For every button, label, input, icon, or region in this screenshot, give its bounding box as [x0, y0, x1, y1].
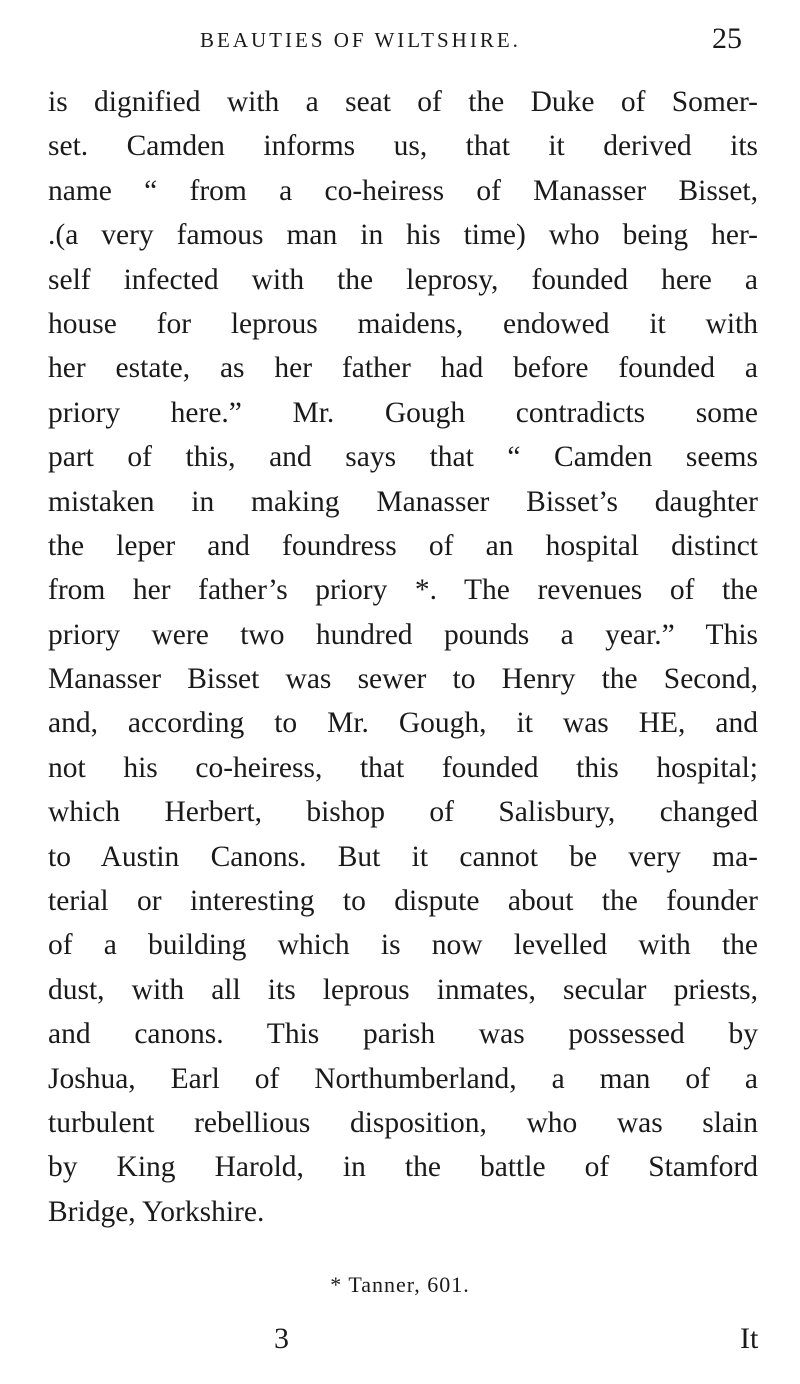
text-line: dust, with all its leprous inmates, secular priests,	[48, 973, 758, 1006]
text-line: not his co-heiress, that founded this hospital;	[48, 751, 758, 784]
text-line: is dignified with a seat of the Duke of Somer-	[48, 86, 758, 118]
text-line: to Austin Canons. But it cannot be very ma-	[48, 840, 758, 873]
signature-mark: 3	[274, 1322, 289, 1355]
text-line: part of this, and says that “ Camden seems	[48, 441, 758, 474]
text-line: and canons. This parish was possessed by	[48, 1018, 758, 1051]
running-title: BEAUTIES OF WILTSHIRE.	[200, 28, 521, 52]
text-line: mistaken in making Manasser Bisset’s daughter	[48, 485, 758, 518]
text-line: priory here.” Mr. Gough contradicts some	[48, 396, 758, 429]
catchword: It	[740, 1322, 759, 1355]
text-line: which Herbert, bishop of Salisbury, changed	[48, 796, 758, 829]
text-line: her estate, as her father had before founded a	[48, 352, 758, 385]
text-line: set. Camden informs us, that it derived its	[48, 130, 758, 163]
text-line: Bridge, Yorkshire.	[48, 1195, 265, 1228]
text-line: the leper and foundress of an hospital distinct	[48, 529, 758, 562]
text-line: turbulent rebellious disposition, who was slain	[48, 1106, 758, 1139]
text-line: from her father’s priory *. The revenues of the	[48, 574, 758, 607]
text-line: terial or interesting to dispute about the founder	[48, 885, 758, 918]
text-line: .(a very famous man in his time) who being her-	[48, 219, 758, 252]
body-text	[48, 80, 758, 1234]
running-header	[0, 22, 800, 62]
text-line: Joshua, Earl of Northumberland, a man of a	[48, 1062, 758, 1095]
text-line: of a building which is now levelled with the	[48, 929, 758, 962]
text-line: name “ from a co-heiress of Manasser Bisset,	[48, 174, 758, 207]
text-line: house for leprous maidens, endowed it with	[48, 307, 758, 340]
text-line: by King Harold, in the battle of Stamford	[48, 1151, 758, 1184]
text-line: Manasser Bisset was sewer to Henry the Second,	[48, 663, 758, 696]
page-number: 25	[712, 22, 742, 55]
text-line: self infected with the leprosy, founded here a	[48, 263, 758, 296]
text-line: and, according to Mr. Gough, it was HE, and	[48, 707, 758, 740]
footnote: * Tanner, 601.	[330, 1272, 470, 1297]
text-line: priory were two hundred pounds a year.” This	[48, 618, 758, 651]
